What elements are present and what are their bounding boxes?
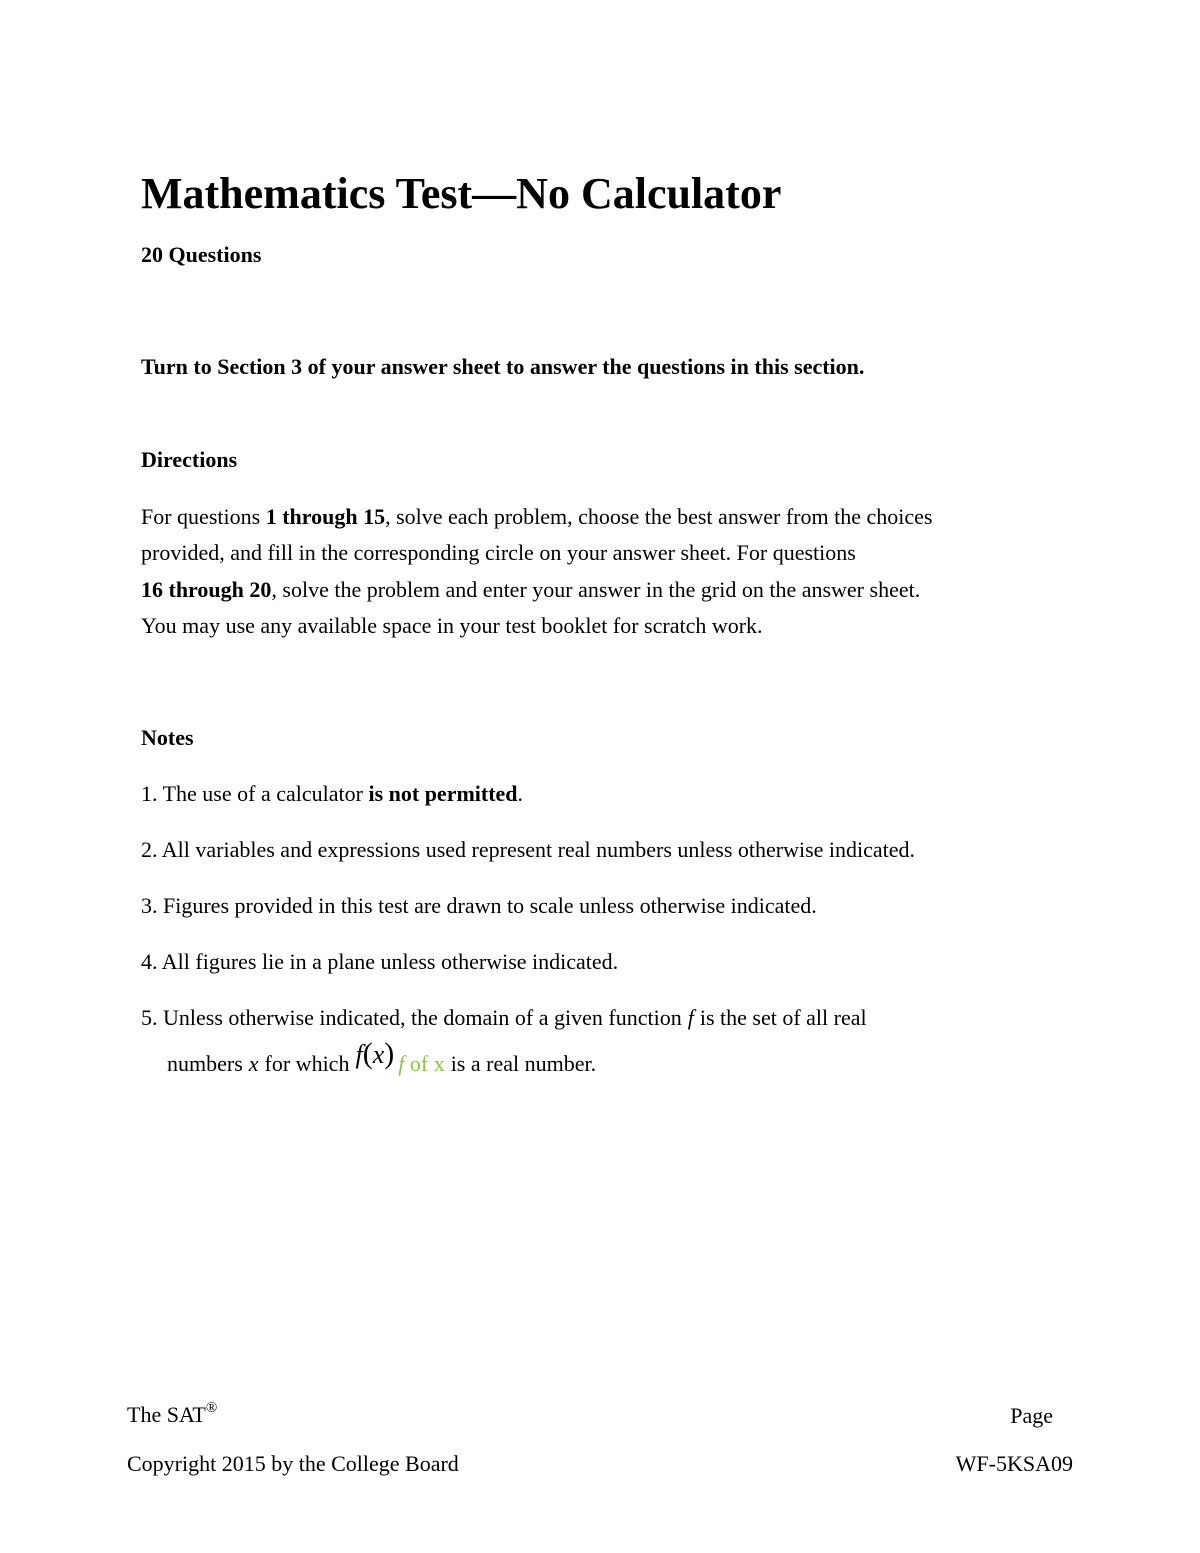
directions-line-4: You may use any available space in your test booklet for scratch work.	[141, 612, 763, 638]
directions-heading: Directions	[141, 447, 238, 472]
footer-brand-text: The SAT	[127, 1402, 206, 1427]
footer-copyright: Copyright 2015 by the College Board	[127, 1451, 459, 1476]
section-instruction: Turn to Section 3 of your answer sheet to answer the questions in this section.	[141, 354, 865, 379]
note-2: 2. All variables and expressions used represent real numbers unless otherwise indicated.	[141, 837, 916, 862]
note-text-run: 1. The use of a calculator	[141, 781, 369, 806]
note-4: 4. All figures lie in a plane unless otherwise indicated.	[141, 949, 619, 974]
question-range-grid: 16 through 20	[141, 576, 272, 602]
note-5-continuation	[141, 1037, 1071, 1079]
note-1	[141, 779, 1071, 835]
registered-mark: ®	[205, 1399, 218, 1416]
directions-text-run: , solve the problem and enter your answer in the grid on the answer sheet.	[271, 576, 921, 602]
directions-text-run: For questions	[141, 504, 266, 529]
page-title: Mathematics Test—No Calculator	[141, 169, 782, 218]
note-text-run: is the set of all real	[699, 1005, 867, 1030]
directions-text-run: , solve each problem, choose the best answer from the choices	[385, 504, 933, 529]
notes-heading: Notes	[141, 725, 194, 750]
directions-line-2: provided, and fill in the corresponding circle on your answer sheet. For questions	[141, 540, 856, 566]
footer-form-code: WF-5KSA09	[955, 1451, 1073, 1476]
fx-f: f	[355, 1040, 363, 1069]
fx-open-paren: (	[362, 1037, 373, 1070]
readalong-of: of	[404, 1051, 434, 1076]
directions-text	[141, 499, 1071, 644]
notes-list	[141, 779, 1071, 1079]
note-emphasis: is not permitted	[368, 781, 518, 806]
note-text-run: numbers	[167, 1051, 243, 1076]
question-count: 20 Questions	[141, 242, 262, 267]
math-readalong-text	[398, 1051, 450, 1076]
footer-page-label: Page	[1010, 1403, 1053, 1428]
note-text-run: .	[517, 781, 524, 806]
note-text-run: for which	[264, 1051, 350, 1076]
function-variable-f: f	[687, 1005, 694, 1030]
variable-x: x	[248, 1051, 259, 1076]
readalong-x: x	[433, 1051, 445, 1076]
readalong-f: f	[398, 1051, 405, 1076]
note-5	[141, 1003, 1071, 1079]
fx-x: x	[372, 1040, 385, 1069]
fx-close-paren: )	[384, 1037, 395, 1070]
question-range-choices: 1 through 15	[265, 504, 386, 529]
directions-line-3	[141, 572, 1071, 608]
note-3: 3. Figures provided in this test are drawn to scale unless otherwise indicated.	[141, 893, 817, 918]
note-text-run: is a real number.	[450, 1051, 597, 1076]
footer-brand	[127, 1400, 217, 1430]
note-text-run: 5. Unless otherwise indicated, the domain of a given function	[141, 1005, 682, 1030]
function-expression	[349, 1037, 398, 1070]
directions-line-1	[141, 499, 1071, 535]
